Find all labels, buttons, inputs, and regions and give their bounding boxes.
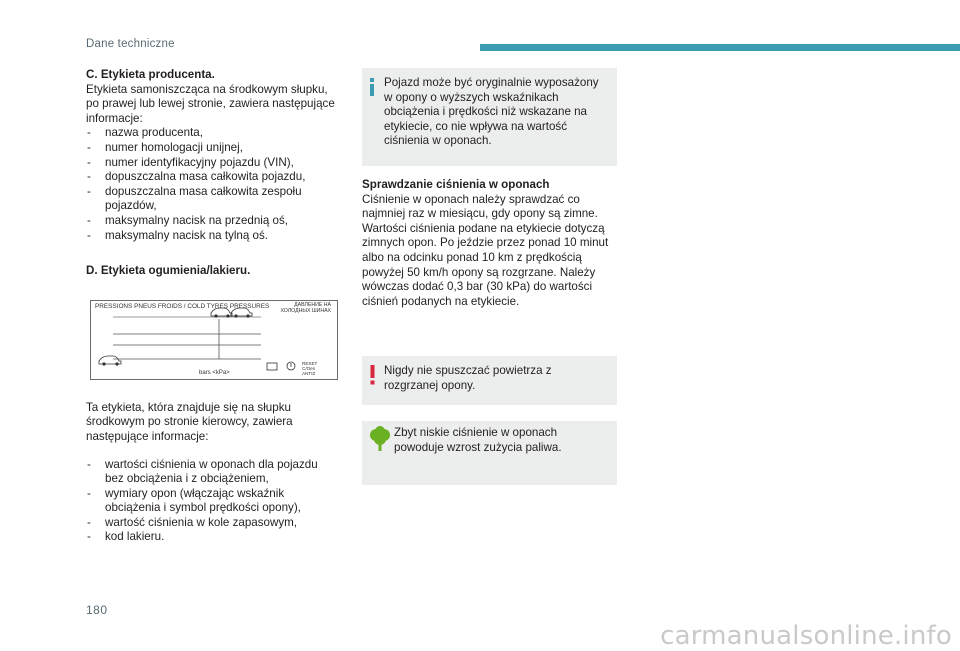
eco-box [362,421,617,485]
tyre-label-ru-text: ДАВЛЕНИЕ НА ХОЛОДНЫХ ШИНАХ [280,301,331,315]
list-item: - dopuszczalna masa całkowita pojazdu, [86,170,336,185]
eco-box-text: Zbyt niskie ciśnienie w oponach powoduje wzrost zużycia paliwa. [394,426,562,454]
tyre-pressure-label-image [90,300,338,380]
d-heading: D. Etykieta ogumienia/lakieru. [86,264,251,278]
warning-icon [370,365,375,385]
c-heading: C. Etykieta producenta. [86,68,215,81]
warning-box [362,356,617,405]
tyre-label-reset: RESET C/Oen ANTIZ [302,360,318,376]
list-item: - maksymalny nacisk na przednią oś, [86,214,336,229]
tyre-label-units: bars <kPa> [199,369,230,376]
eco-tree-icon [369,426,391,452]
section-title: Dane techniczne [86,38,175,50]
list-item: - maksymalny nacisk na tylną oś. [86,229,336,244]
c-list [86,126,336,243]
list-item: - wartości ciśnienia w oponach dla pojazdu bez obciążenia i z obciążeniem, [86,458,336,487]
list-item: - numer homologacji unijnej, [86,141,336,156]
d-intro: Ta etykieta, która znajduje się na słupku środkowym po stronie kierowcy, zawiera następujące informacje: [86,400,293,443]
left-column [86,68,336,545]
check-heading: Sprawdzanie ciśnienia w oponach [362,178,550,191]
tyre-label-title: PRESSIONS PNEUS FROIDS / COLD TYRES PRESSURES [95,302,270,310]
list-item: - nazwa producenta, [86,126,336,141]
list-item: - numer identyfikacyjny pojazdu (VIN), [86,156,336,171]
right-column [362,68,617,485]
d-list [86,458,336,546]
info-box-text: Pojazd może być oryginalnie wyposażony w opony o wyższych wskaźnikach obciążenia i prędkości niż wskazane na etykiecie, co nie wpływa na wartość ciśnienia w oponach. [384,76,599,148]
watermark: carmanualsonline.info [660,621,952,651]
list-item: - dopuszczalna masa całkowita zespołu pojazdów, [86,185,336,214]
info-icon [369,78,375,96]
c-intro: Etykieta samoniszcząca na środkowym słupku, po prawej lub lewej stronie, zawiera następujące informacje: [86,82,335,125]
list-item: - kod lakieru. [86,530,336,545]
list-item: - wymiary opon (włączając wskaźnik obciążenia i symbol prędkości opony), [86,487,336,516]
warning-box-text: Nigdy nie spuszczać powietrza z rozgrzanej opony. [384,364,552,392]
header-accent-bar [480,44,960,51]
page-number: 180 [86,603,108,617]
check-text: Ciśnienie w oponach należy sprawdzać co najmniej raz w miesiącu, gdy opony są zimne. Wartości ciśnienia podane na etykiecie dotyczą zimnych opon. Po jeździe przez ponad 10 minut albo na odcinku ponad 10 km z prędkością powyżej 50 km/h opony są rozgrzane. Należy wówczas dodać 0,3 bar (30 kPa) do wartości ciśnień podanych na etykiecie. [362,192,609,308]
list-item: - wartość ciśnienia w kole zapasowym, [86,516,336,531]
info-box [362,68,617,166]
